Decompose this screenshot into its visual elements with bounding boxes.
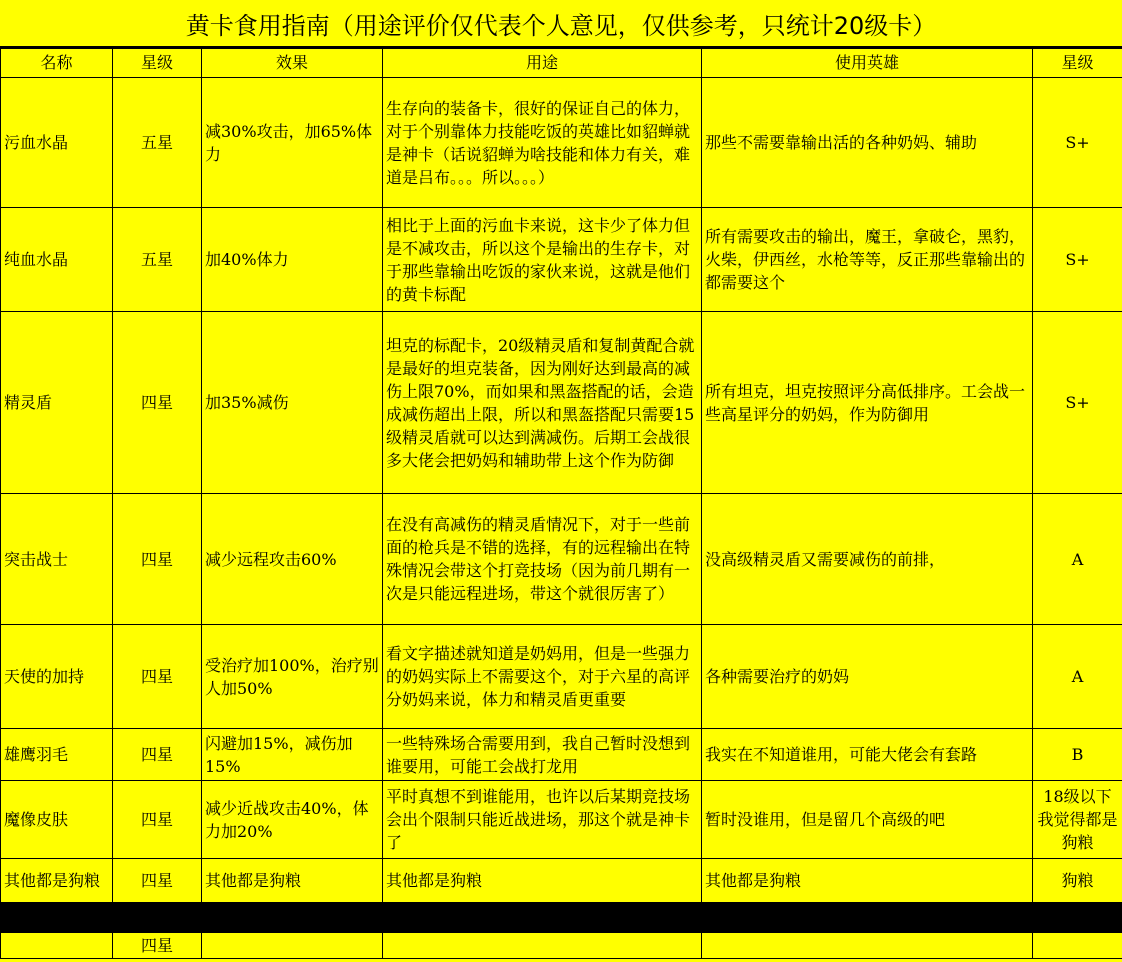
cell-grade[interactable]: S+ [1033, 312, 1122, 494]
cell-name[interactable]: 突击战士 [1, 494, 113, 625]
cell-name[interactable]: 天使的加持 [1, 625, 113, 729]
cell-stars[interactable]: 四星 [113, 781, 202, 859]
header-grade[interactable]: 星级 [1033, 49, 1122, 78]
table-row [1, 312, 1122, 494]
cell-stars[interactable]: 四星 [113, 729, 202, 781]
cell-heroes[interactable] [702, 933, 1033, 959]
cell-grade[interactable]: A [1033, 625, 1122, 729]
cell-effect[interactable]: 加40%体力 [202, 208, 383, 312]
cell-name[interactable]: 雄鹰羽毛 [1, 729, 113, 781]
cell-name[interactable] [1, 933, 113, 959]
cell-stars[interactable]: 五星 [113, 78, 202, 208]
table-row [1, 933, 1122, 959]
cell-effect[interactable]: 加35%减伤 [202, 312, 383, 494]
table-row [1, 208, 1122, 312]
cell-stars[interactable]: 四星 [113, 625, 202, 729]
separator-row [1, 903, 1122, 933]
header-name[interactable]: 名称 [1, 49, 113, 78]
cell-use[interactable]: 一些特殊场合需要用到，我自己暂时没想到谁要用，可能工会战打龙用 [383, 729, 702, 781]
cell-effect[interactable]: 减少远程攻击60% [202, 494, 383, 625]
card-guide-table [0, 48, 1122, 959]
cell-effect[interactable]: 减少近战攻击40%，体力加20% [202, 781, 383, 859]
cell-stars[interactable]: 四星 [113, 312, 202, 494]
cell-use[interactable]: 坦克的标配卡，20级精灵盾和复制黄配合就是最好的坦克装备，因为刚好达到最高的减伤上限70%，而如果和黑盔搭配的话，会造成减伤超出上限，所以和黑盔搭配只需要15级精灵盾就可以达到满减伤。后期工会战很多大佬会把奶妈和辅助带上这个作为防御 [383, 312, 702, 494]
table-row [1, 78, 1122, 208]
cell-use[interactable]: 相比于上面的污血卡来说，这卡少了体力但是不减攻击，所以这个是输出的生存卡，对于那些靠输出吃饭的家伙来说，这就是他们的黄卡标配 [383, 208, 702, 312]
cell-heroes[interactable]: 我实在不知道谁用，可能大佬会有套路 [702, 729, 1033, 781]
cell-stars[interactable]: 四星 [113, 933, 202, 959]
header-effect[interactable]: 效果 [202, 49, 383, 78]
cell-heroes[interactable]: 所有坦克，坦克按照评分高低排序。工会战一些高星评分的奶妈，作为防御用 [702, 312, 1033, 494]
cell-effect[interactable] [202, 933, 383, 959]
cell-use[interactable] [383, 933, 702, 959]
table-row [1, 625, 1122, 729]
header-use[interactable]: 用途 [383, 49, 702, 78]
cell-grade[interactable] [1033, 933, 1122, 959]
cell-use[interactable]: 看文字描述就知道是奶妈用，但是一些强力的奶妈实际上不需要这个，对于六星的高评分奶妈来说，体力和精灵盾更重要 [383, 625, 702, 729]
header-heroes[interactable]: 使用英雄 [702, 49, 1033, 78]
cell-use[interactable]: 生存向的装备卡，很好的保证自己的体力，对于个别靠体力技能吃饭的英雄比如貂蝉就是神卡（话说貂蝉为啥技能和体力有关，难道是吕布。。。所以。。。） [383, 78, 702, 208]
cell-name[interactable]: 魔像皮肤 [1, 781, 113, 859]
cell-name[interactable]: 污血水晶 [1, 78, 113, 208]
cell-grade[interactable]: 狗粮 [1033, 859, 1122, 903]
cell-effect[interactable]: 其他都是狗粮 [202, 859, 383, 903]
cell-use[interactable]: 平时真想不到谁能用，也许以后某期竞技场会出个限制只能近战进场，那这个就是神卡了 [383, 781, 702, 859]
cell-heroes[interactable]: 其他都是狗粮 [702, 859, 1033, 903]
header-stars[interactable]: 星级 [113, 49, 202, 78]
cell-name[interactable]: 其他都是狗粮 [1, 859, 113, 903]
cell-heroes[interactable]: 所有需要攻击的输出，魔王，拿破仑，黑豹，火柴，伊西丝，水枪等等，反正那些靠输出的都需要这个 [702, 208, 1033, 312]
cell-name[interactable]: 精灵盾 [1, 312, 113, 494]
table-row [1, 781, 1122, 859]
cell-stars[interactable]: 四星 [113, 859, 202, 903]
cell-effect[interactable]: 受治疗加100%，治疗别人加50% [202, 625, 383, 729]
cell-grade[interactable]: B [1033, 729, 1122, 781]
cell-use[interactable]: 在没有高减伤的精灵盾情况下，对于一些前面的枪兵是不错的选择，有的远程输出在特殊情况会带这个打竞技场（因为前几期有一次是只能远程进场，带这个就很厉害了） [383, 494, 702, 625]
table-row [1, 729, 1122, 781]
black-separator [1, 903, 1122, 933]
cell-heroes[interactable]: 各种需要治疗的奶妈 [702, 625, 1033, 729]
table-row [1, 494, 1122, 625]
cell-stars[interactable]: 五星 [113, 208, 202, 312]
cell-heroes[interactable]: 那些不需要靠输出活的各种奶妈、辅助 [702, 78, 1033, 208]
cell-stars[interactable]: 四星 [113, 494, 202, 625]
cell-grade[interactable]: S+ [1033, 208, 1122, 312]
sheet-title: 黄卡食用指南（用途评价仅代表个人意见，仅供参考，只统计20级卡） [0, 0, 1122, 48]
cell-effect[interactable]: 减30%攻击，加65%体力 [202, 78, 383, 208]
cell-effect[interactable]: 闪避加15%，减伤加15% [202, 729, 383, 781]
cell-name[interactable]: 纯血水晶 [1, 208, 113, 312]
table-row [1, 859, 1122, 903]
cell-grade[interactable]: 18级以下我觉得都是狗粮 [1033, 781, 1122, 859]
cell-use[interactable]: 其他都是狗粮 [383, 859, 702, 903]
header-row [1, 49, 1122, 78]
cell-heroes[interactable]: 没高级精灵盾又需要减伤的前排， [702, 494, 1033, 625]
cell-grade[interactable]: A [1033, 494, 1122, 625]
cell-grade[interactable]: S+ [1033, 78, 1122, 208]
cell-heroes[interactable]: 暂时没谁用，但是留几个高级的吧 [702, 781, 1033, 859]
